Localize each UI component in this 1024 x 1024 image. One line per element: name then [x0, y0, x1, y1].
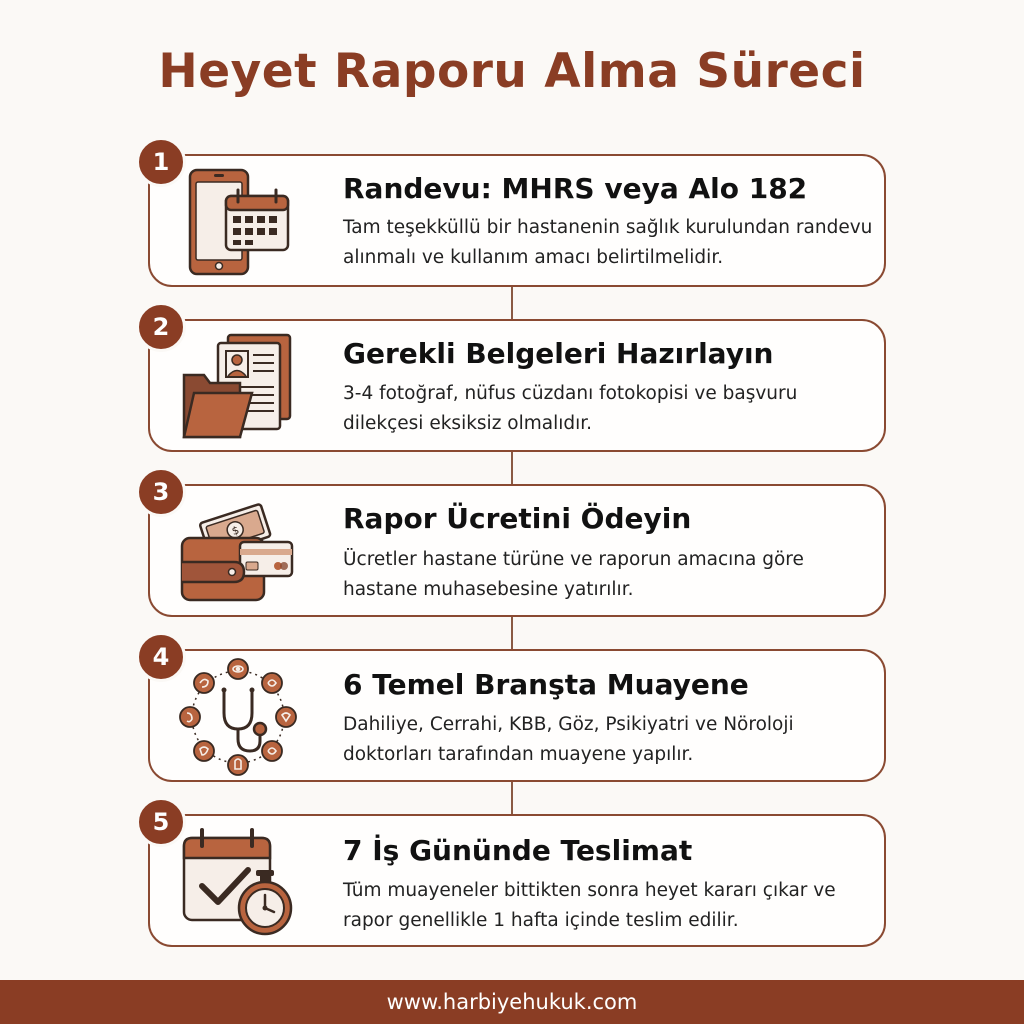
step-number-badge: 5 [136, 797, 186, 847]
step-number-badge: 1 [136, 137, 186, 187]
documents-folder-icon [178, 327, 298, 447]
step-number-badge: 4 [136, 632, 186, 682]
step-title: 7 İş Gününde Teslimat [343, 834, 693, 867]
stethoscope-organs-icon [178, 657, 298, 777]
connector-line [511, 452, 513, 484]
step-description: Ücretler hastane türüne ve raporun amacına göre hastane muhasebesine yatırılır. [343, 549, 804, 600]
step-number-badge: 2 [136, 302, 186, 352]
svg-text:$: $ [230, 523, 241, 538]
step-title: Gerekli Belgeleri Hazırlayın [343, 337, 774, 370]
page-title: Heyet Raporu Alma Süreci [158, 44, 866, 99]
step-title: 6 Temel Branşta Muayene [343, 668, 749, 701]
phone-calendar-icon [178, 162, 298, 282]
connector-line [511, 287, 513, 319]
step-description: Tüm muayeneler bittikten sonra heyet kararı çıkar ve rapor genellikle 1 hafta içinde teslim edilir. [343, 880, 836, 931]
connector-line [511, 617, 513, 649]
connector-line [511, 782, 513, 814]
wallet-icon [178, 492, 298, 612]
step-title: Rapor Ücretini Ödeyin [343, 502, 692, 535]
step-description: 3-4 fotoğraf, nüfus cüzdanı fotokopisi ve başvuru dilekçesi eksiksiz olmalıdır. [343, 383, 798, 434]
footer-website: www.harbiyehukuk.com [0, 980, 1024, 1024]
step-description: Tam teşekküllü bir hastanenin sağlık kurulundan randevu alınmalı ve kullanım amacı belirtilmelidir. [343, 217, 873, 268]
calendar-stopwatch-icon [178, 822, 298, 942]
step-title: Randevu: MHRS veya Alo 182 [343, 172, 808, 205]
step-description: Dahiliye, Cerrahi, KBB, Göz, Psikiyatri ve Nöroloji doktorları tarafından muayene yapılır. [343, 714, 794, 765]
step-number-badge: 3 [136, 467, 186, 517]
